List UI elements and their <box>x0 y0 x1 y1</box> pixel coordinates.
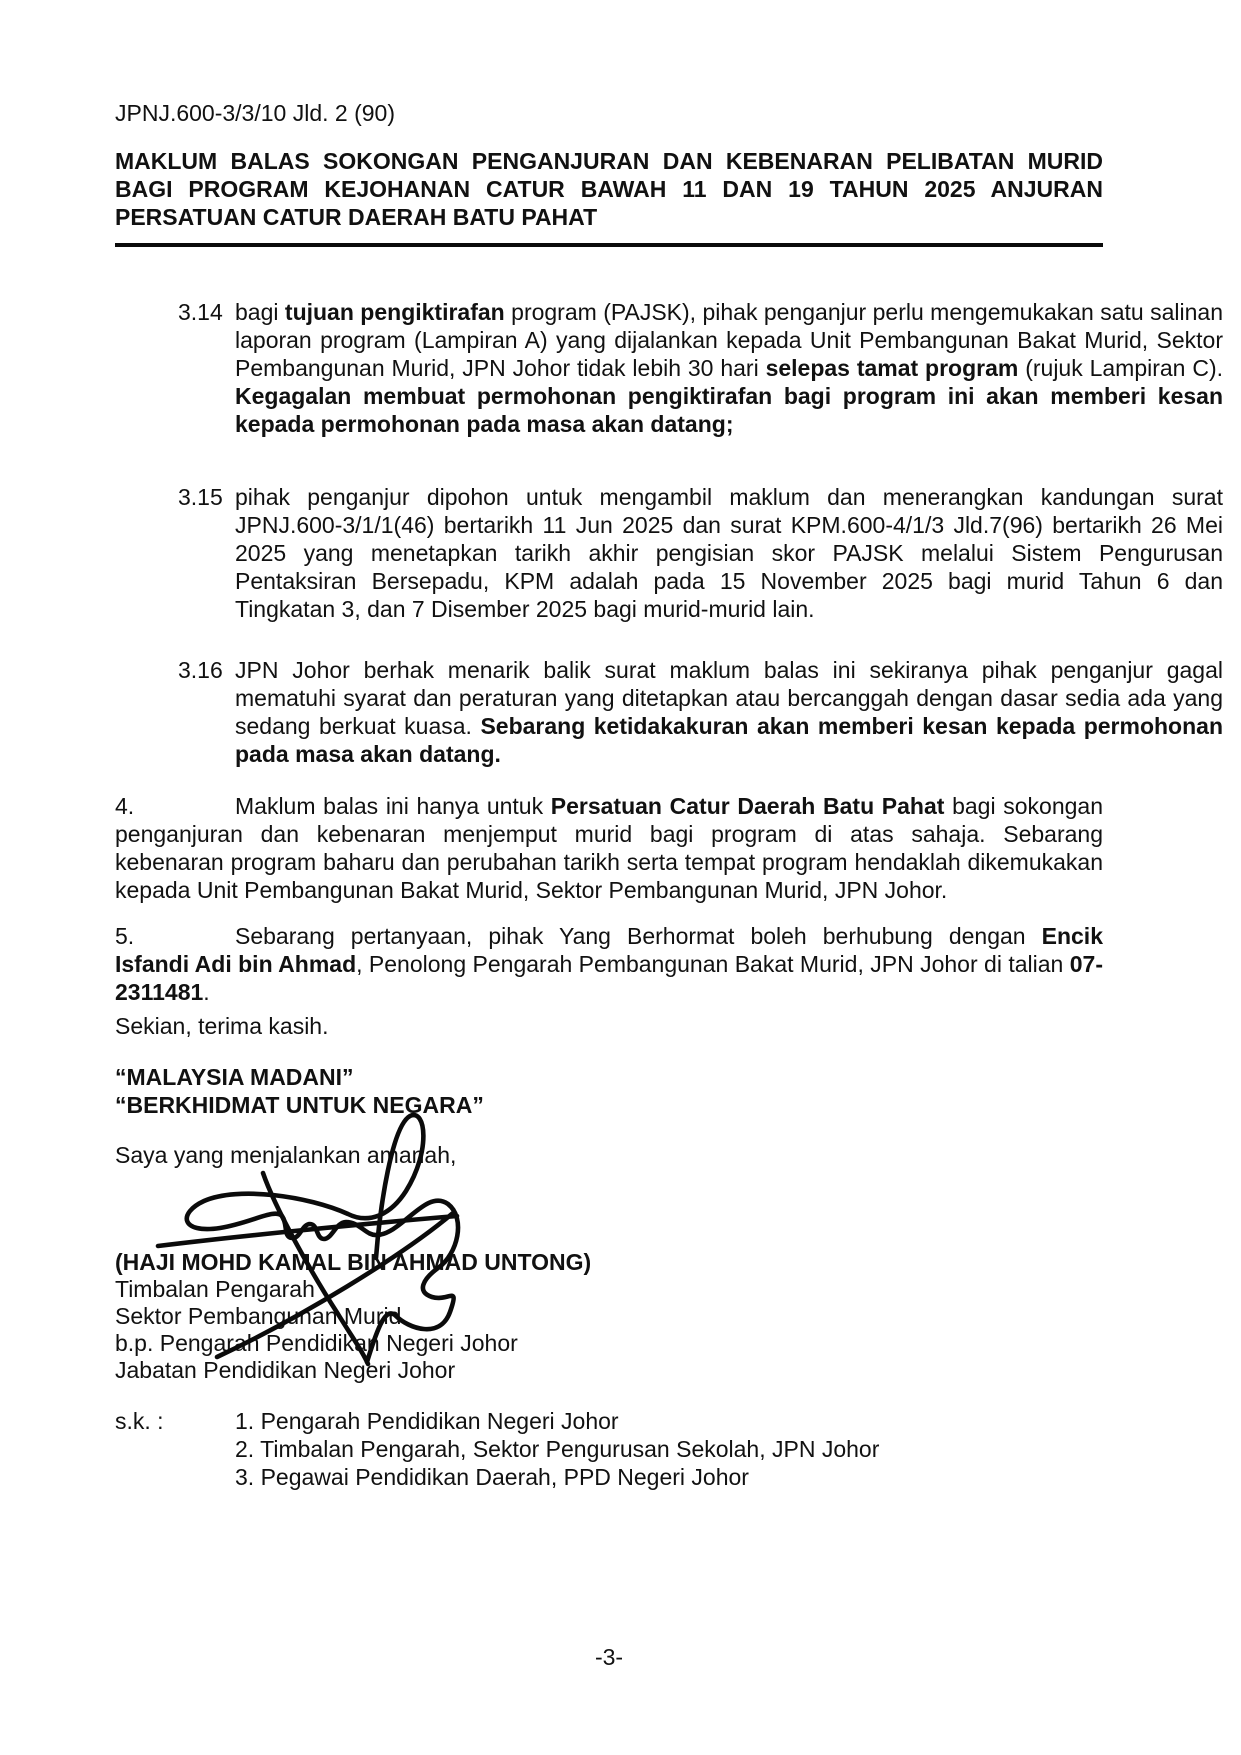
item-text: bagi tujuan pengiktirafan program (PAJSK), pihak penganjur perlu mengemukakan satu salinan laporan program (Lampiran A) yang dijalankan kepada Unit Pembangunan Bakat Murid, Sektor Pembangunan Murid, JPN Johor tidak lebih 30 hari selepas tamat program (rujuk Lampiran C). Kegagalan membuat permohonan pengiktirafan bagi program ini akan memberi kesan kepada permohonan pada masa akan datang; <box>235 299 1224 437</box>
slogan-malaysia-madani: “MALAYSIA MADANI” <box>115 1064 354 1090</box>
signatory-role: Timbalan Pengarah <box>115 1276 315 1302</box>
paragraph-text: Sebarang pertanyaan, pihak Yang Berhormat boleh berhubung dengan Encik Isfandi Adi bin Ahmad, Penolong Pengarah Pembangunan Bakat Murid, JPN Johor di talian 07-2311481. <box>115 923 1103 1005</box>
item-text: JPN Johor berhak menarik balik surat maklum balas ini sekiranya pihak penganjur gagal mematuhi syarat dan peraturan yang ditetapkan atau bercanggah dengan dasar sedia ada yang sedang berkuat kuasa. Sebarang ketidakakuran akan memberi kesan kepada permohonan pada masa akan datang. <box>235 657 1223 767</box>
signature-stroke <box>187 1115 424 1258</box>
signatory-role: Sektor Pembangunan Murid <box>115 1303 402 1329</box>
signatory-role: b.p. Pengarah Pendidikan Negeri Johor <box>115 1330 518 1356</box>
paragraph-4 <box>115 792 1103 904</box>
salutation: Saya yang menjalankan amanah, <box>115 1142 457 1168</box>
paragraph-number: 5. <box>115 923 135 949</box>
sk-item: 3. Pegawai Pendidikan Daerah, PPD Negeri Johor <box>235 1464 749 1490</box>
reference-number: JPNJ.600-3/3/10 Jld. 2 (90) <box>115 100 395 126</box>
item-number: 3.16 <box>178 657 223 683</box>
letter-title: MAKLUM BALAS SOKONGAN PENGANJURAN DAN KEBENARAN PELIBATAN MURID BAGI PROGRAM KEJOHANAN CATUR BAWAH 11 DAN 19 TAHUN 2025 ANJURAN PERSATUAN CATUR DAERAH BATU PAHAT <box>115 147 1103 247</box>
sub-item-3-15 <box>115 483 1223 623</box>
paragraph-number: 4. <box>115 793 135 819</box>
sub-item-3-16 <box>115 656 1223 768</box>
item-number: 3.15 <box>178 484 223 510</box>
signatory-block <box>115 1249 1103 1384</box>
slogans <box>115 1063 1103 1119</box>
paragraph-5 <box>115 922 1103 1006</box>
signatory-role: Jabatan Pendidikan Negeri Johor <box>115 1357 456 1383</box>
signature-stroke <box>158 1216 457 1246</box>
item-number: 3.14 <box>178 299 223 325</box>
sk-label: s.k. : <box>115 1408 164 1434</box>
closing-thanks: Sekian, terima kasih. <box>115 1013 329 1039</box>
paragraph-text: Maklum balas ini hanya untuk Persatuan Catur Daerah Batu Pahat bagi sokongan penganjuran dan kebenaran menjemput murid bagi program di atas sahaja. Sebarang kebenaran program baharu dan perubahan tarikh serta tempat program hendaklah dikemukakan kepada Unit Pembangunan Bakat Murid, Sektor Pembangunan Murid, JPN Johor. <box>115 793 1103 903</box>
page-number: -3- <box>594 1644 624 1670</box>
item-text: pihak penganjur dipohon untuk mengambil maklum dan menerangkan kandungan surat JPNJ.600-3/1/1(46) bertarikh 11 Jun 2025 dan surat KPM.600-4/1/3 Jld.7(96) bertarikh 26 Mei 2025 yang menetapkan tarikh akhir pengisian skor PAJSK melalui Sistem Pengurusan Pentaksiran Bersepadu, KPM adalah pada 15 November 2025 bagi murid Tahun 6 dan Tingkatan 3, dan 7 Disember 2025 bagi murid-murid lain. <box>235 484 1223 622</box>
sk-item: 1. Pengarah Pendidikan Negeri Johor <box>235 1408 619 1434</box>
sk-item: 2. Timbalan Pengarah, Sektor Pengurusan Sekolah, JPN Johor <box>235 1436 880 1462</box>
sub-item-3-14 <box>115 298 1223 438</box>
distribution-list <box>115 1407 1103 1491</box>
signatory-name: (HAJI MOHD KAMAL BIN AHMAD UNTONG) <box>115 1249 592 1275</box>
slogan-berkhidmat-untuk-negara: “BERKHIDMAT UNTUK NEGARA” <box>115 1092 484 1118</box>
